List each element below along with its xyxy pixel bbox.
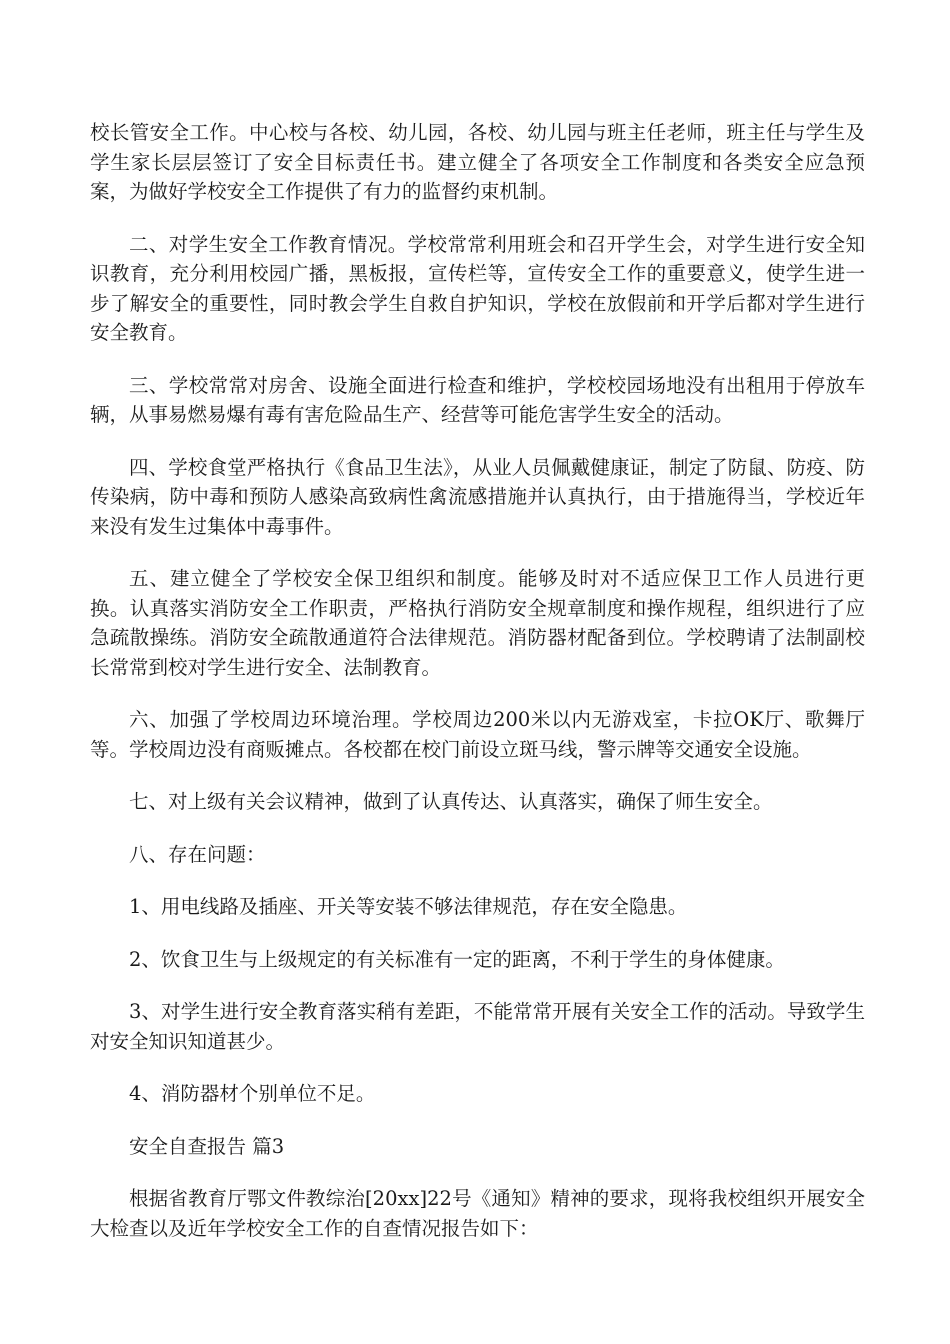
paragraph-section-3: 三、学校常常对房舍、设施全面进行检查和维护，学校校园场地没有出租用于停放车辆，从事易燃易爆有毒有害危险品生产、经营等可能危害学生安全的活动。 (90, 373, 865, 426)
paragraph-section-8-heading: 八、存在问题： (129, 842, 266, 866)
paragraph-section-7: 七、对上级有关会议精神，做到了认真传达、认真落实，确保了师生安全。 (129, 790, 773, 813)
paragraph-section-2: 二、对学生安全工作教育情况。学校常常利用班会和召开学生会，对学生进行安全知识教育，充分利用校园广播，黑板报，宣传栏等，宣传安全工作的重要意义，使学生进一步了解安全的重要性，同时教会学生自救自护知识，学校在放假前和开学后都对学生进行安全教育。 (90, 232, 865, 344)
paragraph-issue-4: 4、消防器材个别单位不足。 (129, 1082, 376, 1105)
paragraph-continued: 校长管安全工作。中心校与各校、幼儿园，各校、幼儿园与班主任老师，班主任与学生及学生家长层层签订了安全目标责任书。建立健全了各项安全工作制度和各类安全应急预案，为做好学校安全工作提供了有力的监督约束机制。 (90, 121, 865, 203)
paragraph-issue-1: 1、用电线路及插座、开关等安装不够法律规范，存在安全隐患。 (129, 895, 688, 918)
paragraph-issue-2: 2、饮食卫生与上级规定的有关标准有一定的距离，不利于学生的身体健康。 (129, 947, 785, 971)
paragraph-section-6: 六、加强了学校周边环境治理。学校周边200米以内无游戏室，卡拉OK厅、歌舞厅等。学校周边没有商贩摊点。各校都在校门前设立斑马线，警示牌等交通安全设施。 (90, 708, 865, 761)
document-body (90, 118, 865, 1266)
section-title: 安全自查报告 篇3 (129, 1134, 285, 1158)
paragraph-intro: 根据省教育厅鄂文件教综治[20xx]22号《通知》精神的要求，现将我校组织开展安全大检查以及近年学校安全工作的自查情况报告如下： (90, 1187, 865, 1240)
paragraph-issue-3: 3、对学生进行安全教育落实稍有差距，不能常常开展有关安全工作的活动。导致学生对安全知识知道甚少。 (90, 1000, 865, 1053)
paragraph-section-5: 五、建立健全了学校安全保卫组织和制度。能够及时对不适应保卫工作人员进行更换。认真落实消防安全工作职责，严格执行消防安全规章制度和操作规程，组织进行了应急疏散操练。消防安全疏散通道符合法律规范。消防器材配备到位。学校聘请了法制副校长常常到校对学生进行安全、法制教育。 (90, 567, 865, 679)
paragraph-section-4: 四、学校食堂严格执行《食品卫生法》，从业人员佩戴健康证，制定了防鼠、防疫、防传染病，防中毒和预防人感染高致病性禽流感措施并认真执行，由于措施得当，学校近年来没有发生过集体中毒事件。 (90, 455, 865, 538)
